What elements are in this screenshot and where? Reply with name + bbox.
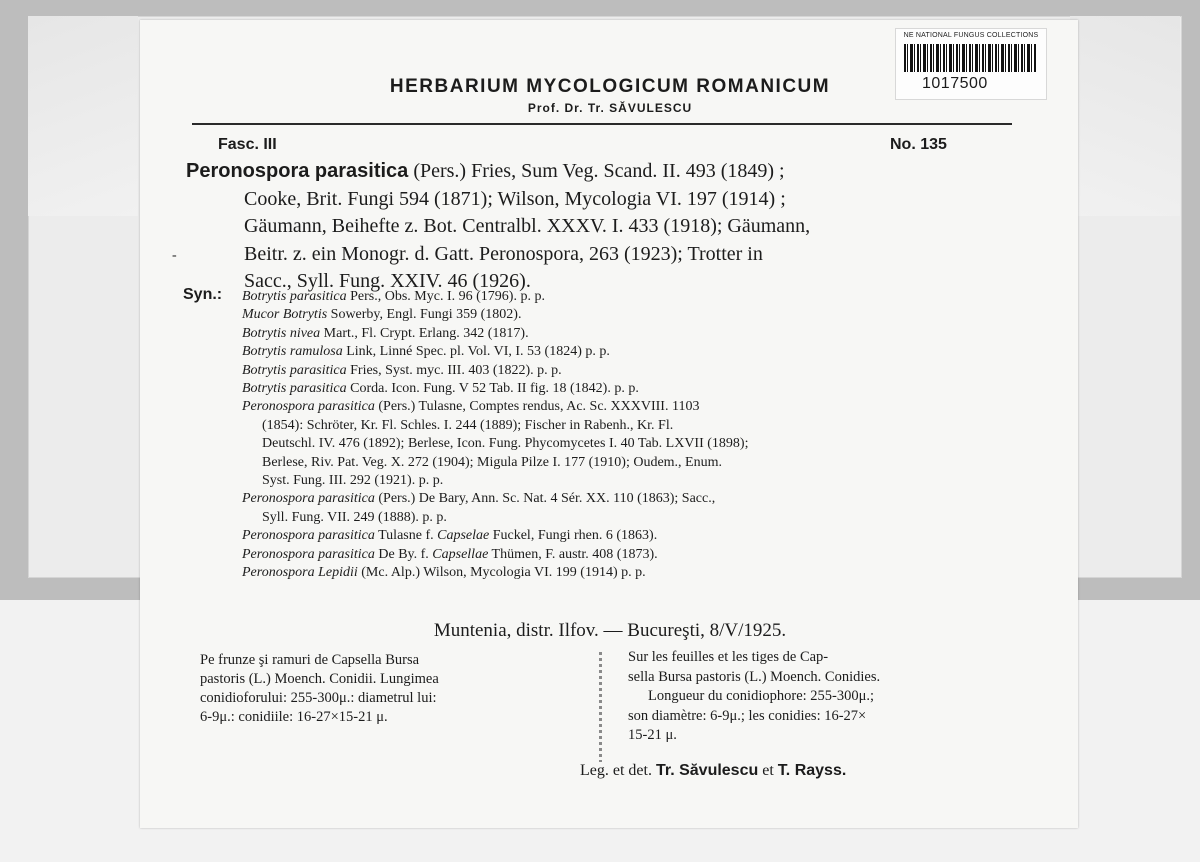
synonym-item: Botrytis parasitica Fries, Syst. myc. III. 403 (1822). p. p. [242,362,562,378]
collector-line: Leg. et det. Tr. Săvulescu et T. Rayss. [580,762,847,779]
citation-line: Gäumann, Beihefte z. Bot. Centralbl. XXXV. I. 433 (1918); Gäumann, [244,215,811,237]
synonym-continuation: Syst. Fung. III. 292 (1921). p. p. [262,473,444,489]
synonym-item: Botrytis parasitica Pers., Obs. Myc. I. 96 (1796). p. p. [242,289,545,304]
synonym-list [242,288,1022,583]
barcode-icon [904,44,1036,72]
species-line [186,158,1016,186]
barcode-caption: NE NATIONAL FUNGUS COLLECTIONS [903,32,1039,39]
fascicle-label: Fasc. III [218,136,277,153]
herbarium-title: HERBARIUM MYCOLOGICUM ROMANICUM [389,76,831,97]
synonym-item: Peronospora parasitica Tulasne f. Capselae Fuckel, Fungi rhen. 6 (1863). [242,528,658,544]
citation-line: Sacc., Syll. Fung. XXIV. 46 (1926). [244,270,531,292]
species-authority: (Pers.) Fries, Sum Veg. Scand. II. 493 (1849) ; [413,160,785,182]
barcode-number: 1017500 [922,75,988,92]
description-line: Longueur du conidiophore: 255-300μ.; [648,688,875,704]
herbarium-subtitle: Prof. Dr. Tr. SĂVULESCU [527,101,693,115]
description-line: 15-21 μ. [628,727,677,743]
description-line: 6-9μ.: conidiile: 16-27×15-21 μ. [200,709,388,725]
margin-mark: - [172,248,177,263]
synonyms-label: Syn.: [183,286,223,303]
specimen-number: No. 135 [890,136,947,153]
synonym-item: Peronospora parasitica De By. f. Capsellae Thümen, F. austr. 408 (1873). [242,546,658,562]
envelope-flap-right [1070,16,1180,216]
synonym-item: Botrytis ramulosa Link, Linné Spec. pl. Vol. VI, I. 53 (1824) p. p. [242,344,610,360]
synonym-item: Mucor Botrytis Sowerby, Engl. Fungi 359 (1802). [242,307,522,323]
citation-line: Beitr. z. ein Monogr. d. Gatt. Peronospora, 263 (1923); Trotter in [244,242,763,265]
synonym-continuation: Deutschl. IV. 476 (1892); Berlese, Icon. Fung. Phycomycetes I. 40 Tab. LXVII (1898); [262,436,749,452]
description-line: conidioforului: 255-300μ.: diametrul lui: [200,690,437,706]
synonym-item: Peronospora parasitica (Pers.) Tulasne, Comptes rendus, Ac. Sc. XXXVIII. 1103 [242,399,700,415]
synonym-item: Botrytis parasitica Corda. Icon. Fung. V 52 Tab. II fig. 18 (1842). p. p. [242,381,639,397]
synonym-continuation: Berlese, Riv. Pat. Veg. X. 272 (1904); Migula Pilze I. 177 (1910); Oudem., Enum. [262,454,722,470]
synonym-continuation: (1854): Schröter, Kr. Fl. Schles. I. 244 (1889); Fischer in Rabenh., Kr. Fl. [262,417,674,433]
description-line: sella Bursa pastoris (L.) Moench. Conidies. [628,668,881,685]
collector-name: T. Rayss. [777,762,847,779]
description-romanian [200,651,580,727]
synonym-continuation: Syll. Fung. VII. 249 (1888). p. p. [262,509,447,525]
synonym-item: Botrytis nivea Mart., Fl. Crypt. Erlang. 342 (1817). [242,325,529,341]
description-line: Sur les feuilles et les tiges de Cap- [628,649,829,665]
description-line: son diamètre: 6-9μ.; les conidies: 16-27× [628,707,867,724]
column-divider [599,652,602,762]
collection-locality: Muntenia, distr. Ilfov. — Bucureşti, 8/V/1925. [433,620,787,641]
collector-name: Tr. Săvulescu [655,762,759,779]
envelope-flap-left [28,16,138,216]
citation-line: Cooke, Brit. Fungi 594 (1871); Wilson, Mycologia VI. 197 (1914) ; [244,187,786,210]
description-line: pastoris (L.) Moench. Conidii. Lungimea [200,671,439,687]
description-french [628,648,1028,746]
header-rule [192,123,1012,125]
synonym-item: Peronospora parasitica (Pers.) De Bary, Ann. Sc. Nat. 4 Sér. XX. 110 (1863); Sacc., [242,491,716,507]
species-citation [186,158,1016,296]
synonym-item: Peronospora Lepidii (Mc. Alp.) Wilson, Mycologia VI. 199 (1914) p. p. [242,565,646,581]
description-line: Pe frunze şi ramuri de Capsella Bursa [200,652,420,668]
species-name: Peronospora parasitica [186,160,409,182]
